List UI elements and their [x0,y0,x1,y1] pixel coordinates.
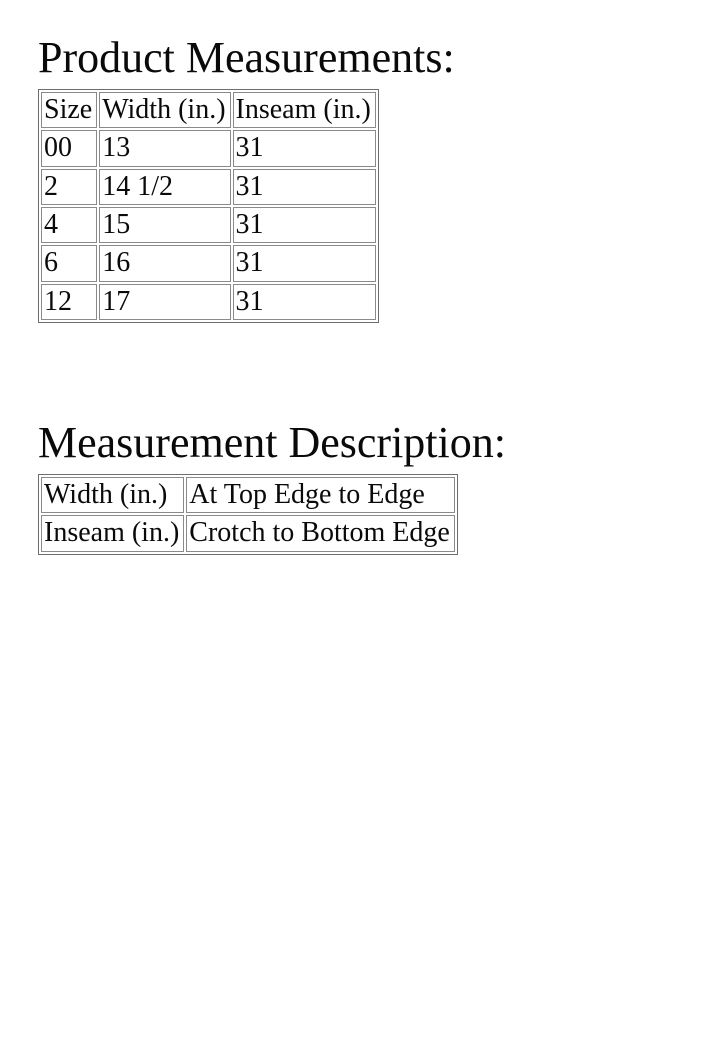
table-header-cell: Inseam (in.) [233,92,376,128]
table-row [41,245,376,281]
measurement-description-heading: Measurement Description: [38,418,506,468]
table-cell: 4 [41,207,97,243]
table-cell: 14 1/2 [99,169,230,205]
table-cell: 13 [99,130,230,166]
measurement-description-table [38,474,458,555]
table-cell: At Top Edge to Edge [186,477,455,513]
table-cell: 00 [41,130,97,166]
table-cell: 15 [99,207,230,243]
table-row [41,284,376,320]
table-cell: Width (in.) [41,477,184,513]
table-cell: 12 [41,284,97,320]
table-header-cell: Size [41,92,97,128]
table-cell: 31 [233,207,376,243]
table-cell: 2 [41,169,97,205]
table-cell: 31 [233,245,376,281]
document-page [0,33,723,555]
table-row [41,515,455,551]
table-row [41,207,376,243]
table-row [41,169,376,205]
table-header-row [41,92,376,128]
table-cell: 16 [99,245,230,281]
table-cell: 31 [233,284,376,320]
product-measurements-heading: Product Measurements: [38,33,455,82]
table-cell: Crotch to Bottom Edge [186,515,455,551]
table-cell: 31 [233,169,376,205]
table-row [41,130,376,166]
product-measurements-table [38,89,379,324]
table-header-cell: Width (in.) [99,92,230,128]
table-row [41,477,455,513]
table-cell: 17 [99,284,230,320]
table-cell: 31 [233,130,376,166]
table-cell: 6 [41,245,97,281]
table-cell: Inseam (in.) [41,515,184,551]
